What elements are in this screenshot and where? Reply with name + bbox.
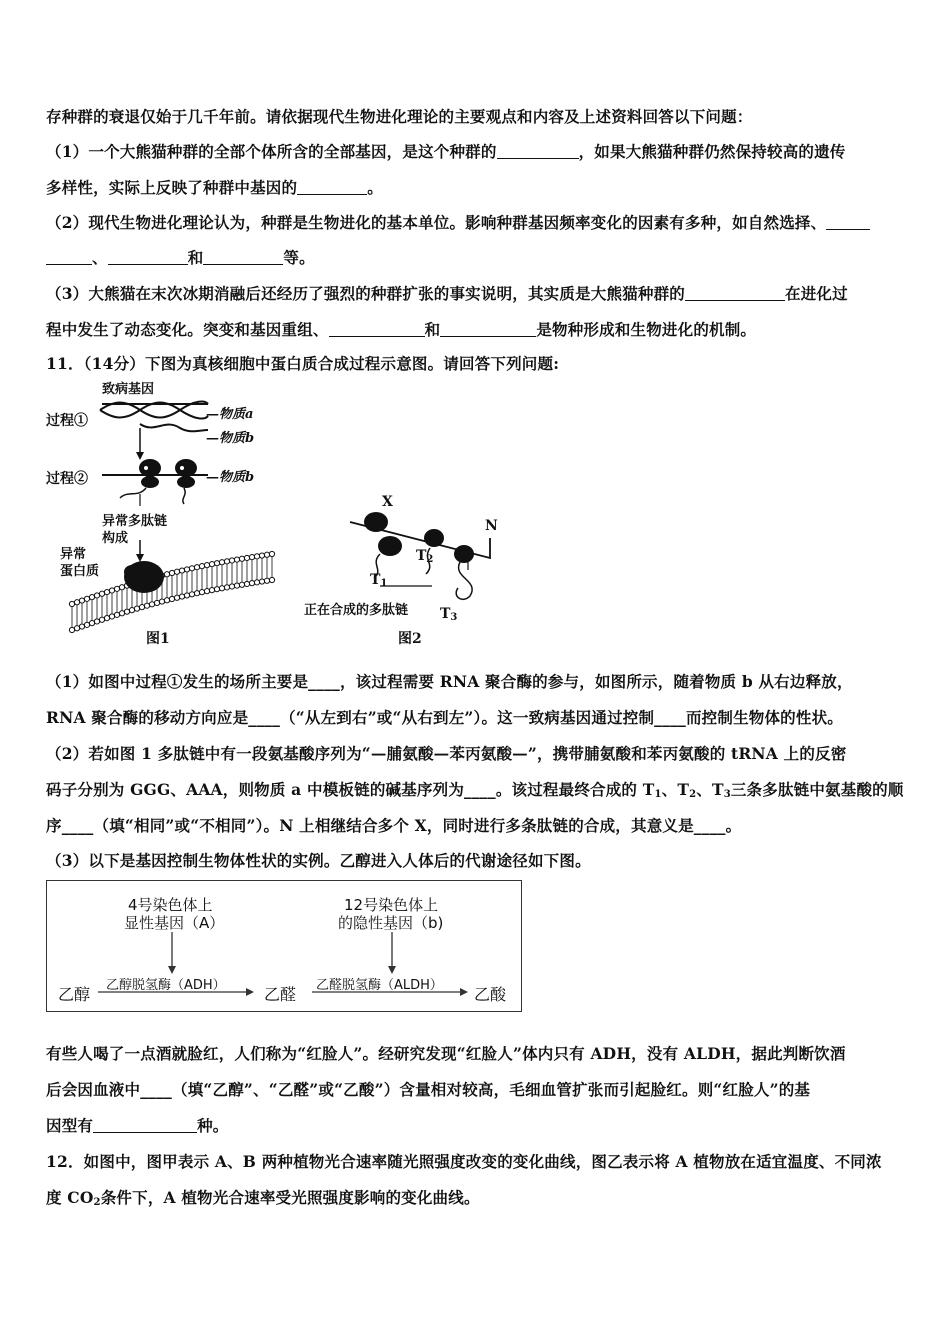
membrane-lipid-head — [219, 560, 224, 565]
membrane-lipid-head — [244, 555, 249, 560]
figure-1-caption: 图1 — [146, 631, 170, 647]
membrane-lipid-head — [79, 624, 84, 629]
membrane-lipid-head — [89, 595, 94, 600]
membrane-lipid-head — [269, 577, 274, 582]
answer-blank[interactable] — [297, 180, 367, 195]
membrane-lipid-head — [94, 619, 99, 624]
membrane-lipid-head — [69, 627, 74, 632]
membrane-lipid-head — [159, 599, 164, 604]
question-2-line-2 — [46, 246, 315, 268]
text-segment: ，如果大熊猫种群仍然保持较高的遗传 — [578, 142, 846, 161]
membrane-lipid-head — [194, 591, 199, 596]
gene-b-label-2: 的隐性基因（b) — [338, 914, 444, 932]
membrane-lipid-head — [84, 596, 89, 601]
enzyme-aldh-label: 乙醛脱氢酶（ALDH） — [316, 978, 443, 993]
ribosome-icon — [175, 459, 197, 488]
membrane-lipid-head — [179, 594, 184, 599]
figure-1-process-1: 过程① — [46, 413, 88, 429]
question-3-line-2 — [46, 318, 756, 340]
membrane-lipid-head — [244, 581, 249, 586]
membrane-lipid-head — [104, 616, 109, 621]
membrane-lipid-head — [69, 601, 74, 606]
membrane-lipid-head — [79, 598, 84, 603]
figure-1-protein-label: 异常 — [60, 547, 87, 562]
polypeptide-chain — [120, 488, 146, 498]
answer-blank[interactable] — [46, 250, 92, 265]
figure-2-t1-label: $T_1$ — [370, 572, 388, 589]
question-12-title: 12．如图中，图甲表示 A、B 两种植物光合速率随光照强度改变的变化曲线，图乙表示将 A 植物放在适宜温度、不同浓 — [46, 1152, 882, 1171]
text-segment: 、 — [92, 248, 108, 267]
membrane-lipid-head — [89, 621, 94, 626]
dna-helix — [100, 402, 208, 432]
text-segment: （3）大熊猫在末次冰期消融后还经历了强烈的种群扩张的事实说明，其实质是大熊猫种群的 — [46, 284, 685, 303]
membrane-lipid-head — [194, 565, 199, 570]
question-2-line — [46, 211, 870, 233]
membrane-lipid-head — [179, 568, 184, 573]
figure-1-substance-b: —物质b — [206, 431, 255, 446]
figure-2-n-label: N — [485, 518, 498, 534]
membrane-lipid-head — [94, 593, 99, 598]
membrane-lipid-head — [74, 600, 79, 605]
ribosome-icon — [454, 545, 474, 563]
membrane-lipid-head — [224, 559, 229, 564]
membrane-lipid-head — [234, 583, 239, 588]
text-segment: 和 — [187, 248, 204, 267]
membrane-lipid-head — [164, 598, 169, 603]
answer-blank[interactable] — [93, 1118, 197, 1133]
membrane-lipid-head — [199, 564, 204, 569]
question-11-3: （3）以下是基因控制生物体性状的实例。乙醇进入人体后的代谢途径如下图。 — [46, 851, 591, 870]
membrane-lipid-head — [189, 566, 194, 571]
text-segment: （1）一个大熊猫种群的全部个体所含的全部基因，是这个种群的 — [46, 142, 497, 161]
membrane-lipid-head — [119, 611, 124, 616]
membrane-lipid-head — [259, 579, 264, 584]
polypeptide-chain — [183, 488, 185, 504]
membrane-lipid-head — [254, 580, 259, 585]
question-3-line — [46, 282, 848, 304]
question-11-2: （2）若如图 1 多肽链中有一段氨基酸序列为“—脯氨酸—苯丙氨酸—”，携带脯氨酸和苯丙氨酸的 tRNA 上的反密 — [46, 744, 847, 763]
acetaldehyde-label: 乙醛 — [264, 985, 297, 1004]
membrane-lipid-head — [119, 585, 124, 590]
text-segment: 多样性，实际上反映了种群中基因的 — [46, 178, 298, 197]
membrane-lipid-head — [229, 584, 234, 589]
membrane-lipid-head — [104, 590, 109, 595]
membrane-lipid-head — [204, 563, 209, 568]
membrane-lipid-head — [214, 561, 219, 566]
membrane-lipid-head — [229, 558, 234, 563]
text-segment: 。 — [367, 178, 383, 197]
text-segment: 在进化过 — [785, 284, 848, 303]
membrane-lipid-head — [239, 556, 244, 561]
membrane-lipid-head — [84, 622, 89, 627]
membrane-lipid-head — [139, 605, 144, 610]
membrane-lipid-head — [129, 608, 134, 613]
question-11-3-line-4: 因型有 种。 — [46, 1116, 229, 1135]
membrane-lipid-head — [169, 570, 174, 575]
figure-1-process-2: 过程② — [46, 471, 88, 487]
answer-blank[interactable] — [203, 250, 283, 265]
figure-1-gene-label: 致病基因 — [102, 382, 155, 397]
membrane-lipid-head — [114, 612, 119, 617]
membrane-lipid-head — [199, 590, 204, 595]
membrane-lipid-head — [209, 562, 214, 567]
membrane-lipid-head — [254, 554, 259, 559]
text-segment: 程中发生了动态变化。突变和基因重组、 — [46, 320, 329, 339]
text-segment: 等。 — [283, 248, 315, 267]
membrane-lipid-head — [184, 593, 189, 598]
membrane-lipid-head — [74, 626, 79, 631]
membrane-lipid-head — [134, 606, 139, 611]
membrane-lipid-head — [109, 588, 114, 593]
membrane-lipid-head — [99, 617, 104, 622]
membrane-lipid-head — [249, 581, 254, 586]
figure-1-chain-label: 异常多肽链 — [102, 514, 168, 529]
question-11-3-line-3: 后会因血液中____（填“乙醇”、“乙醛”或“乙酸”）含量相对较高，毛细血管扩张而引起脸红。则“红脸人”的基 — [46, 1080, 811, 1099]
question-12-line-2: 度 $CO_2$条件下，A 植物光合速率受光照强度影响的变化曲线。 — [46, 1188, 480, 1208]
figure-2-chain-label: 正在合成的多肽链 — [304, 603, 409, 618]
answer-blank[interactable] — [108, 250, 188, 265]
question-11-1-line-2: RNA 聚合酶的移动方向应是____（“从左到右”或“从右到左”）。这一致病基因通过控制____而控制生物体的性状。 — [46, 708, 843, 727]
ribosome-icon — [424, 529, 444, 547]
ethanol-label: 乙醇 — [58, 985, 91, 1004]
text-segment: 是物种形成和生物进化的机制。 — [536, 320, 757, 339]
acetic-acid-label: 乙酸 — [474, 985, 507, 1004]
arrowhead — [136, 452, 144, 460]
membrane-lipid-head — [149, 602, 154, 607]
answer-blank[interactable] — [440, 322, 536, 337]
question-1-line — [46, 140, 846, 162]
ribosome-icon — [139, 459, 161, 488]
membrane-lipid-head — [174, 569, 179, 574]
enzyme-adh-label: 乙醇脱氢酶（ADH） — [106, 978, 226, 993]
membrane-lipid-head — [99, 591, 104, 596]
figure-1-substance-b-2: —物质b — [206, 470, 255, 485]
text-segment: （2）现代生物进化理论认为，种群是生物进化的基本单位。影响种群基因频率变化的因素有多种，如自然选择、 — [46, 213, 827, 232]
membrane-lipid-head — [249, 555, 254, 560]
text-line-1: 存种群的衰退仅始于几千年前。请依据现代生物进化理论的主要观点和内容及上述资料回答以下问题： — [46, 107, 753, 126]
figure-1-chain-label-2: 构成 — [102, 531, 129, 546]
question-11-2-line-2: 码子分别为 GGG、AAA，则物质 a 中模板链的碱基序列为____。该过程最终合成的 $T_1$、$T_2$、$T_3$三条多肽链中氨基酸的顺 — [46, 780, 904, 800]
membrane-lipid-head — [259, 553, 264, 558]
membrane-lipid-head — [154, 600, 159, 605]
figure-2-t2-label: $T_2$ — [416, 548, 434, 565]
membrane-lipid-head — [189, 592, 194, 597]
question-11-2-line-3: 序____（填“相同”或“不相同”）。N 上相继结合多个 X，同时进行多条肽链的合成，其意义是____。 — [46, 816, 742, 835]
answer-blank[interactable] — [685, 286, 785, 301]
arrowhead — [136, 554, 144, 562]
figure-1-protein-label-2: 蛋白质 — [60, 564, 100, 579]
answer-blank[interactable] — [826, 215, 870, 230]
figure-2-x-label: X — [382, 494, 393, 510]
gene-a-label-2: 显性基因（A） — [124, 914, 225, 932]
membrane-lipid-head — [109, 614, 114, 619]
membrane-lipid-head — [169, 596, 174, 601]
membrane-lipid-head — [164, 572, 169, 577]
membrane-lipid-head — [114, 586, 119, 591]
membrane-lipid-head — [234, 557, 239, 562]
membrane-lipid-head — [269, 551, 274, 556]
figure-2-t3-label: $T_3$ — [440, 606, 458, 623]
membrane-lipid-head — [174, 595, 179, 600]
membrane-lipid-head — [214, 587, 219, 592]
gene-a-label: 4号染色体上 — [128, 896, 213, 914]
membrane-lipid-head — [184, 567, 189, 572]
membrane-lipid-head — [224, 585, 229, 590]
membrane-lipid-head — [209, 588, 214, 593]
membrane-lipid-head — [264, 578, 269, 583]
answer-blank[interactable] — [497, 144, 579, 159]
polypeptide-chain — [456, 562, 472, 599]
membrane-lipid-head — [219, 586, 224, 591]
question-1-line-2 — [46, 176, 383, 198]
text-segment: 和 — [424, 320, 441, 339]
membrane-lipid-head — [239, 582, 244, 587]
figure-2-caption: 图2 — [398, 631, 422, 647]
membrane-bilayer — [69, 551, 274, 632]
membrane-lipid-head — [204, 589, 209, 594]
membrane-lipid-head — [124, 609, 129, 614]
question-11-title: 11．（14分）下图为真核细胞中蛋白质合成过程示意图。请回答下列问题: — [46, 354, 560, 373]
membrane-lipid-head — [264, 552, 269, 557]
gene-b-label: 12号染色体上 — [344, 896, 439, 914]
question-11-3-line-2: 有些人喝了一点酒就脸红，人们称为“红脸人”。经研究发现“红脸人”体内只有 ADH，没有 ALDH，据此判断饮酒 — [46, 1044, 846, 1063]
membrane-lipid-head — [144, 603, 149, 608]
figure-1-substance-a: —物质a — [206, 407, 254, 422]
answer-blank[interactable] — [329, 322, 425, 337]
question-11-1: （1）如图中过程①发生的场所主要是____，该过程需要 RNA 聚合酶的参与，如图所示，随着物质 b 从右边释放， — [46, 672, 853, 691]
abnormal-protein-icon — [124, 561, 164, 593]
